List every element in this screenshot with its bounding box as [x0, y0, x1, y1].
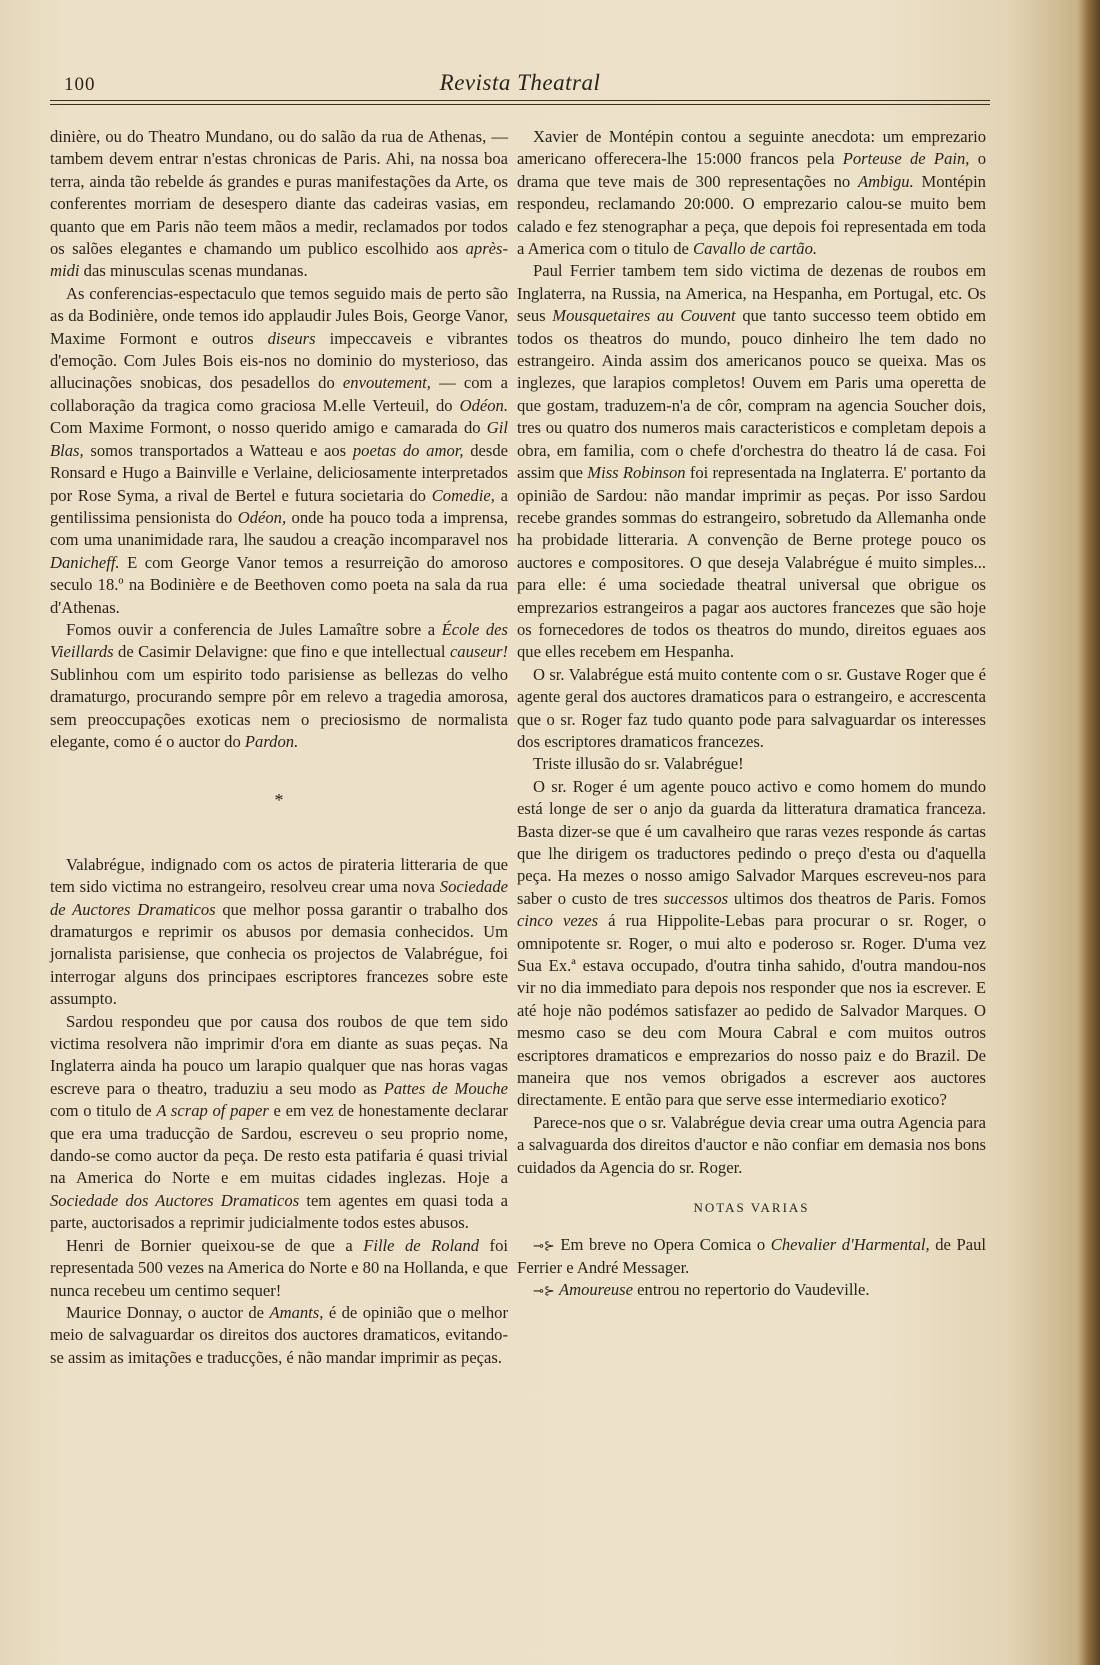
notes-heading: NOTAS VARIAS — [693, 1200, 810, 1216]
paragraph: Parece-nos que o sr. Valabrégue devia crear uma outra Agencia para a salvaguarda dos direitos d'auctor e não confiar em demasia nos bons cuidados da Agencia do sr. Roger. — [517, 1112, 986, 1177]
section-separator: * — [274, 790, 284, 811]
paragraph: Maurice Donnay, o auctor de Amants, é de opinião que o melhor meio de salvaguardar os direitos dos auctores dramaticos, evitando-se assim as imitações e traducções, é não mandar imprimir as peças. — [50, 1302, 509, 1367]
paragraph: Triste illusão do sr. Valabrégue! — [533, 754, 744, 774]
note-item: ⊸⊱ Amoureuse entrou no repertorio do Vaudeville. — [533, 1280, 870, 1300]
header-rule — [50, 100, 990, 101]
page-number: 100 — [64, 74, 96, 95]
note-item: ⊸⊱ Em breve no Opera Comica o Chevalier d'Harmental, de Paul Ferrier e André Messager. — [517, 1234, 986, 1277]
note-bullet-icon: ⊸⊱ — [533, 1283, 555, 1299]
journal-title: Revista Theatral — [439, 70, 601, 95]
paragraph: O sr. Roger é um agente pouco activo e como homem do mundo está longe de ser o anjo da guarda da litteratura dramatica franceza. Basta dizer-se que é um cavalheiro que raras vezes responde ás cartas que lhe dirigem os traductores pedindo o preço d'esta ou d'aquella peça. Ha mezes o nosso amigo Salvador Marques escreveu-nos para saber o custo de tres successos ultimos dos theatros de Paris. Fomos cinco vezes á rua Hippolite-Lebas para procurar o sr. Roger, o omnipotente sr. Roger, o mui alto e poderoso sr. Roger. D'uma vez Sua Ex.ª estava occupado, d'outra tinha sahido, d'outra mandou-nos vir no dia immediato para depois nos responder que nos ia escrever. E até hoje não podémos satisfazer ao pedido de Salvador Marques. O mesmo caso se deu com Moura Cabral e com muitos outros escriptores dramaticos e emprezarios do nosso paiz e do Brazil. De maneira que nos vemos obrigados a escrever aos auctores directamente. E então para que serve esse intermediario exotico? — [517, 776, 987, 1110]
note-bullet-icon: ⊸⊱ — [533, 1237, 555, 1253]
paragraph: Henri de Bornier queixou-se de que a Fille de Roland foi representada 500 vezes na America do Norte e 80 na Hollanda, e que nunca recebeu um centimo sequer! — [50, 1235, 508, 1300]
paragraph: Valabrégue, indignado com os actos de pirateria litteraria de que tem sido victima no estrangeiro, resolveu crear uma nova Sociedade de Auctores Dramaticos que melhor possa garantir o trabalho dos dramaturgos e reprimir os abusos por demasia conhecidos. Um jornalista parisiense, que conhecia os projectos de Valabrégue, foi interrogar alguns dos principaes escriptores francezes sobre este assumpto. — [50, 854, 508, 1009]
paragraph: Sardou respondeu que por causa dos roubos de que tem sido victima resolvera não imprimir d'ora em diante as suas peças. Na Inglaterra ainda ha pouco um larapio qualquer que nas horas vagas escreve para o theatro, traduziu a seu modo as Pattes de Mouche com o titulo de A scrap of paper e em vez de honestamente declarar que era uma traducção de Sardou, escreveu o seu proprio nome, dando-se como auctor da peça. De resto esta patifaria é quasi trivial na America do Norte e em muitas cidades inglezas. Hoje a Sociedade dos Auctores Dramaticos tem agentes em quasi toda a parte, auctorisados a reprimir judicialmente todos estes abusos. — [50, 1011, 508, 1233]
paragraph: Fomos ouvir a conferencia de Jules Lamaître sobre a École des Vieillards de Casimir Delavigne: que fino e que intellectual causeur! Sublinhou com um espirito todo parisiense as bellezas do velho dramaturgo, procurando sempre pôr em relevo a tragedia amorosa, sem preoccupações exoticas nem o preciosismo de normalista elegante, como é o auctor do Pardon. — [50, 619, 508, 751]
left-column — [50, 126, 508, 1369]
right-column — [517, 126, 986, 1303]
book-spine-edge — [1078, 0, 1100, 1665]
paragraph: Paul Ferrier tambem tem sido victima de dezenas de roubos em Inglaterra, na Russia, na America, na Hespanha, em Portugal, etc. Os seus Mousquetaires au Couvent que tanto successo teem obtido em todos os theatros do mundo, pouco dinheiro lhe tem dado no estrangeiro. Ainda assim dos americanos pouco se queixa. Mas os inglezes, que larapios completos! Ouvem em Paris uma operetta de que gostam, traduzem-n'a de côr, compram na agencia Soucher dois, tres ou quatro dos numeros mais caracteristicos e completam depois a obra, em familia, com o chefe d'orchestra do theatro lá de casa. Foi assim que Miss Robinson foi representada na Inglaterra. E' portanto da opinião de Sardou: não mandar imprimir as peças. Por isso Sardou recebe grandes sommas do estrangeiro, sobretudo da Allemanha onde ha probidade litteraria. A convenção de Berne protege pouco os auctores e compositores. O que deseja Valabrégue é muito simples... para elle: é uma sociedade theatral universal que obrigue os emprezarios estrangeiros a pagar aos auctores francezes que são hoje os fornecedores de todos os theatros do mundo, direitos eguaes aos que elles recebem em Hespanha. — [517, 261, 987, 662]
paragraph: As conferencias-espectaculo que temos seguido mais de perto são as da Bodinière, onde temos ido applaudir Jules Bois, George Vanor, Maxime Formont e outros diseurs impeccaveis e vibrantes d'emoção. Com Jules Bois eis-nos no dominio do mysterioso, das allucinações snobicas, dos pesadellos do envoutement, — com a collaboração da tragica como graciosa M.elle Verteuil, do Odéon. Com Maxime Formont, o nosso querido amigo e camarada do Gil Blas, somos transportados a Watteau e aos poetas do amor, desde Ronsard e Hugo a Bainville e Verlaine, deliciosamente interpretados por Rose Syma, a rival de Bertel e futura societaria do Comedie, a gentilissima pensionista do Odéon, onde ha pouco toda a imprensa, com uma unanimidade rara, lhe saudou a creação incomparavel nos Danicheff. E com George Vanor temos a resurreição do amoroso seculo 18.º na Bodinière e de Beethoven como poeta na sala da rua d'Athenas. — [50, 283, 509, 617]
header-rule-double — [50, 104, 990, 105]
paragraph: O sr. Valabrégue está muito contente com o sr. Gustave Roger que é agente geral dos auctores dramaticos para o estrangeiro, e accrescenta que o sr. Roger faz tudo quanto pode para salvaguardar os interesses dos escriptores dramaticos francezes. — [517, 664, 986, 751]
paragraph: Xavier de Montépin contou a seguinte anecdota: um emprezario americano offerecera-lhe 15:000 francos pela Porteuse de Pain, o drama que teve mais de 300 representações no Ambigu. Montépin respondeu, reclamando 20:000. O emprezario calou-se muito bem calado e fez stenographar a peça, que depois foi representada em toda a America com o titulo de Cavallo de cartão. — [517, 127, 987, 259]
paragraph: dinière, ou do Theatro Mundano, ou do salão da rua de Athenas, — tambem devem entrar n'estas chronicas de Paris. Ahi, na nossa boa terra, ainda tão rebelde ás grandes e puras manifestações da Arte, os conferentes morriam de desespero diante das cadeiras vasias, em quanto que em Paris não teem mãos a medir, reclamados por todos os salões elegantes e chamando um publico escolhido aos après-midi das minusculas scenas mundanas. — [50, 127, 508, 281]
page-header — [50, 70, 990, 100]
